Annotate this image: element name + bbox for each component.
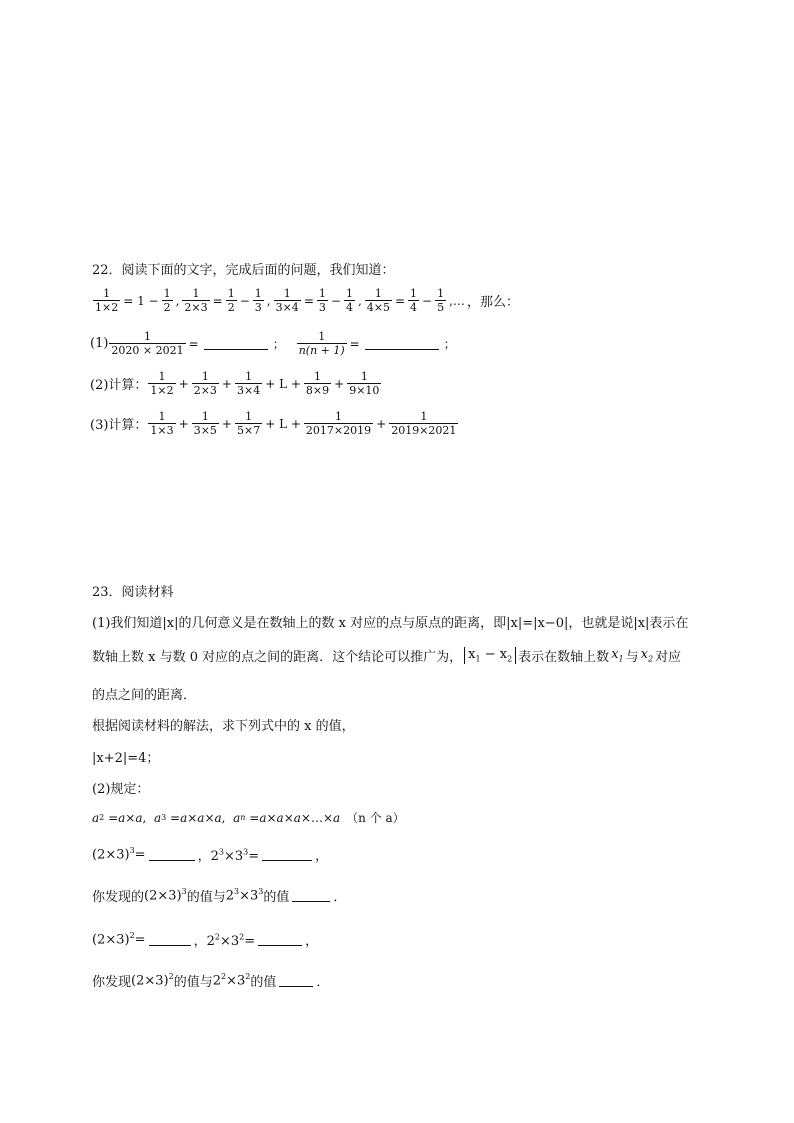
answer-blank[interactable] xyxy=(292,889,330,902)
answer-blank[interactable] xyxy=(204,337,268,350)
q23-task: 根据阅读材料的解法，求下列式中的 x 的值， xyxy=(92,719,355,734)
fraction: $\frac{1}{4}$ xyxy=(345,287,353,314)
fraction: $\frac{1}{1\times 2}$ xyxy=(150,370,174,397)
fraction: $\frac{1}{3}$ xyxy=(318,287,326,314)
fraction: $\frac{1}{4}$ xyxy=(410,287,418,314)
answer-blank[interactable] xyxy=(149,848,195,861)
fraction: $\frac{1}{2020 \times 2021}$ xyxy=(111,330,184,357)
fraction: $\frac{1}{n(n + 1)}$ xyxy=(298,330,345,357)
fraction: $\frac{1}{8\times 9}$ xyxy=(305,370,330,397)
fraction: $\frac{1}{2019\times 2021}$ xyxy=(391,410,457,437)
abs-x1-x2: $x_1 - x_2$ xyxy=(464,647,516,664)
q22-part2: (2)计算： $\frac{1}{1\times 2}$ + $\frac{1}{2\times 3}$ + $\frac{1}{3\times 4}$ + L + $\frac{1}{8\times 9}$ + $\frac{1}{9\times 10}$ xyxy=(90,370,380,397)
fraction: $\frac{1}{5}$ xyxy=(437,287,445,314)
answer-blank[interactable] xyxy=(279,974,313,987)
fraction: $\frac{1}{2017\times 2019}$ xyxy=(305,410,372,437)
fraction: $\frac{1}{3\times 5}$ xyxy=(193,410,217,437)
q23-compute-2: $(2\times 3)^2=$ ，$2^2\times 3^2=$ ， xyxy=(92,931,319,949)
answer-blank[interactable] xyxy=(365,337,439,350)
q23-part2-label: (2)规定： xyxy=(92,782,150,797)
q23-para1b: 数轴上数 x 与数 0 对应的点之间的距离．这个结论可以推广为， $x_1 - x_2$ 表示在数轴上数 $x_1$ 与 $x_2$ 对应 xyxy=(92,647,682,665)
q22-intro: 22．阅读下面的文字，完成后面的问题，我们知道： xyxy=(92,263,395,278)
fraction: $\frac{1}{2\times 3}$ xyxy=(193,370,217,397)
fraction: $\frac{1}{4\times 5}$ xyxy=(366,287,390,314)
fraction: $\frac{1}{1\times 2}$ xyxy=(95,287,119,314)
fraction: $\frac{1}{3\times 4}$ xyxy=(236,370,261,397)
fraction: $\frac{1}{3\times 4}$ xyxy=(275,287,299,314)
fraction: $\frac{1}{5\times 7}$ xyxy=(236,410,261,437)
q22-part1: (1) $\frac{1}{2020 \times 2021}$ = ； $\frac{1}{n(n + 1)}$ = ； xyxy=(90,330,456,357)
fraction: $\frac{1}{3}$ xyxy=(254,287,262,314)
q23-definition: a 2 = a × a , a 3 = a × a × a , a n = a × a × a ×…× a （n 个 a） xyxy=(92,810,405,825)
answer-blank[interactable] xyxy=(149,933,191,946)
q23-equation: |x+2|=4； xyxy=(92,751,160,766)
q23-para1c: 的点之间的距离． xyxy=(92,688,197,703)
fraction: $\frac{1}{1\times 3}$ xyxy=(150,410,174,437)
q22-identity-line: $\frac{1}{1\times 2}$ = 1 − $\frac{1}{2}$ , $\frac{1}{2\times 3}$ = $\frac{1}{2}$ − $\frac{1}{3}$ , $\frac{1}{3\times 4}$ = $\frac{1}{3}$ − $\frac{1}{4}$ , $\frac{1}{4\times 5}$ = $\frac{1}{4}$ − $\frac{1}{5}$ ,… ，那么： xyxy=(95,287,519,314)
q23-find-2: 你发现 $(2\times 3)^2$ 的值与 $2^2\times 3^2$ 的值 ． xyxy=(92,972,330,990)
q23-compute-1: $(2\times 3)^3=$ ，$2^3\times 3^3=$ ， xyxy=(92,846,329,864)
fraction: $\frac{1}{9\times 10}$ xyxy=(349,370,380,397)
fraction: $\frac{1}{2}$ xyxy=(163,287,171,314)
fraction: $\frac{1}{2}$ xyxy=(227,287,235,314)
answer-blank[interactable] xyxy=(262,848,312,861)
fraction: $\frac{1}{2\times 3}$ xyxy=(184,287,208,314)
q23-title: 23．阅读材料 xyxy=(92,585,174,600)
q23-find-1: 你发现的 $(2\times 3)^3$ 的值与 $2^3\times 3^3$ 的值 ． xyxy=(92,887,347,905)
answer-blank[interactable] xyxy=(258,933,302,946)
q23-para1a: (1)我们知道|x|的几何意义是在数轴上的数 x 对应的点与原点的距离，即|x|=|x−0|，也就是说|x|表示在 xyxy=(92,616,689,631)
q22-part3: (3)计算： $\frac{1}{1\times 3}$ + $\frac{1}{3\times 5}$ + $\frac{1}{5\times 7}$ + L + $\frac{1}{2017\times 2019}$ + $\frac{1}{2019\times 2021}$ xyxy=(90,410,457,437)
